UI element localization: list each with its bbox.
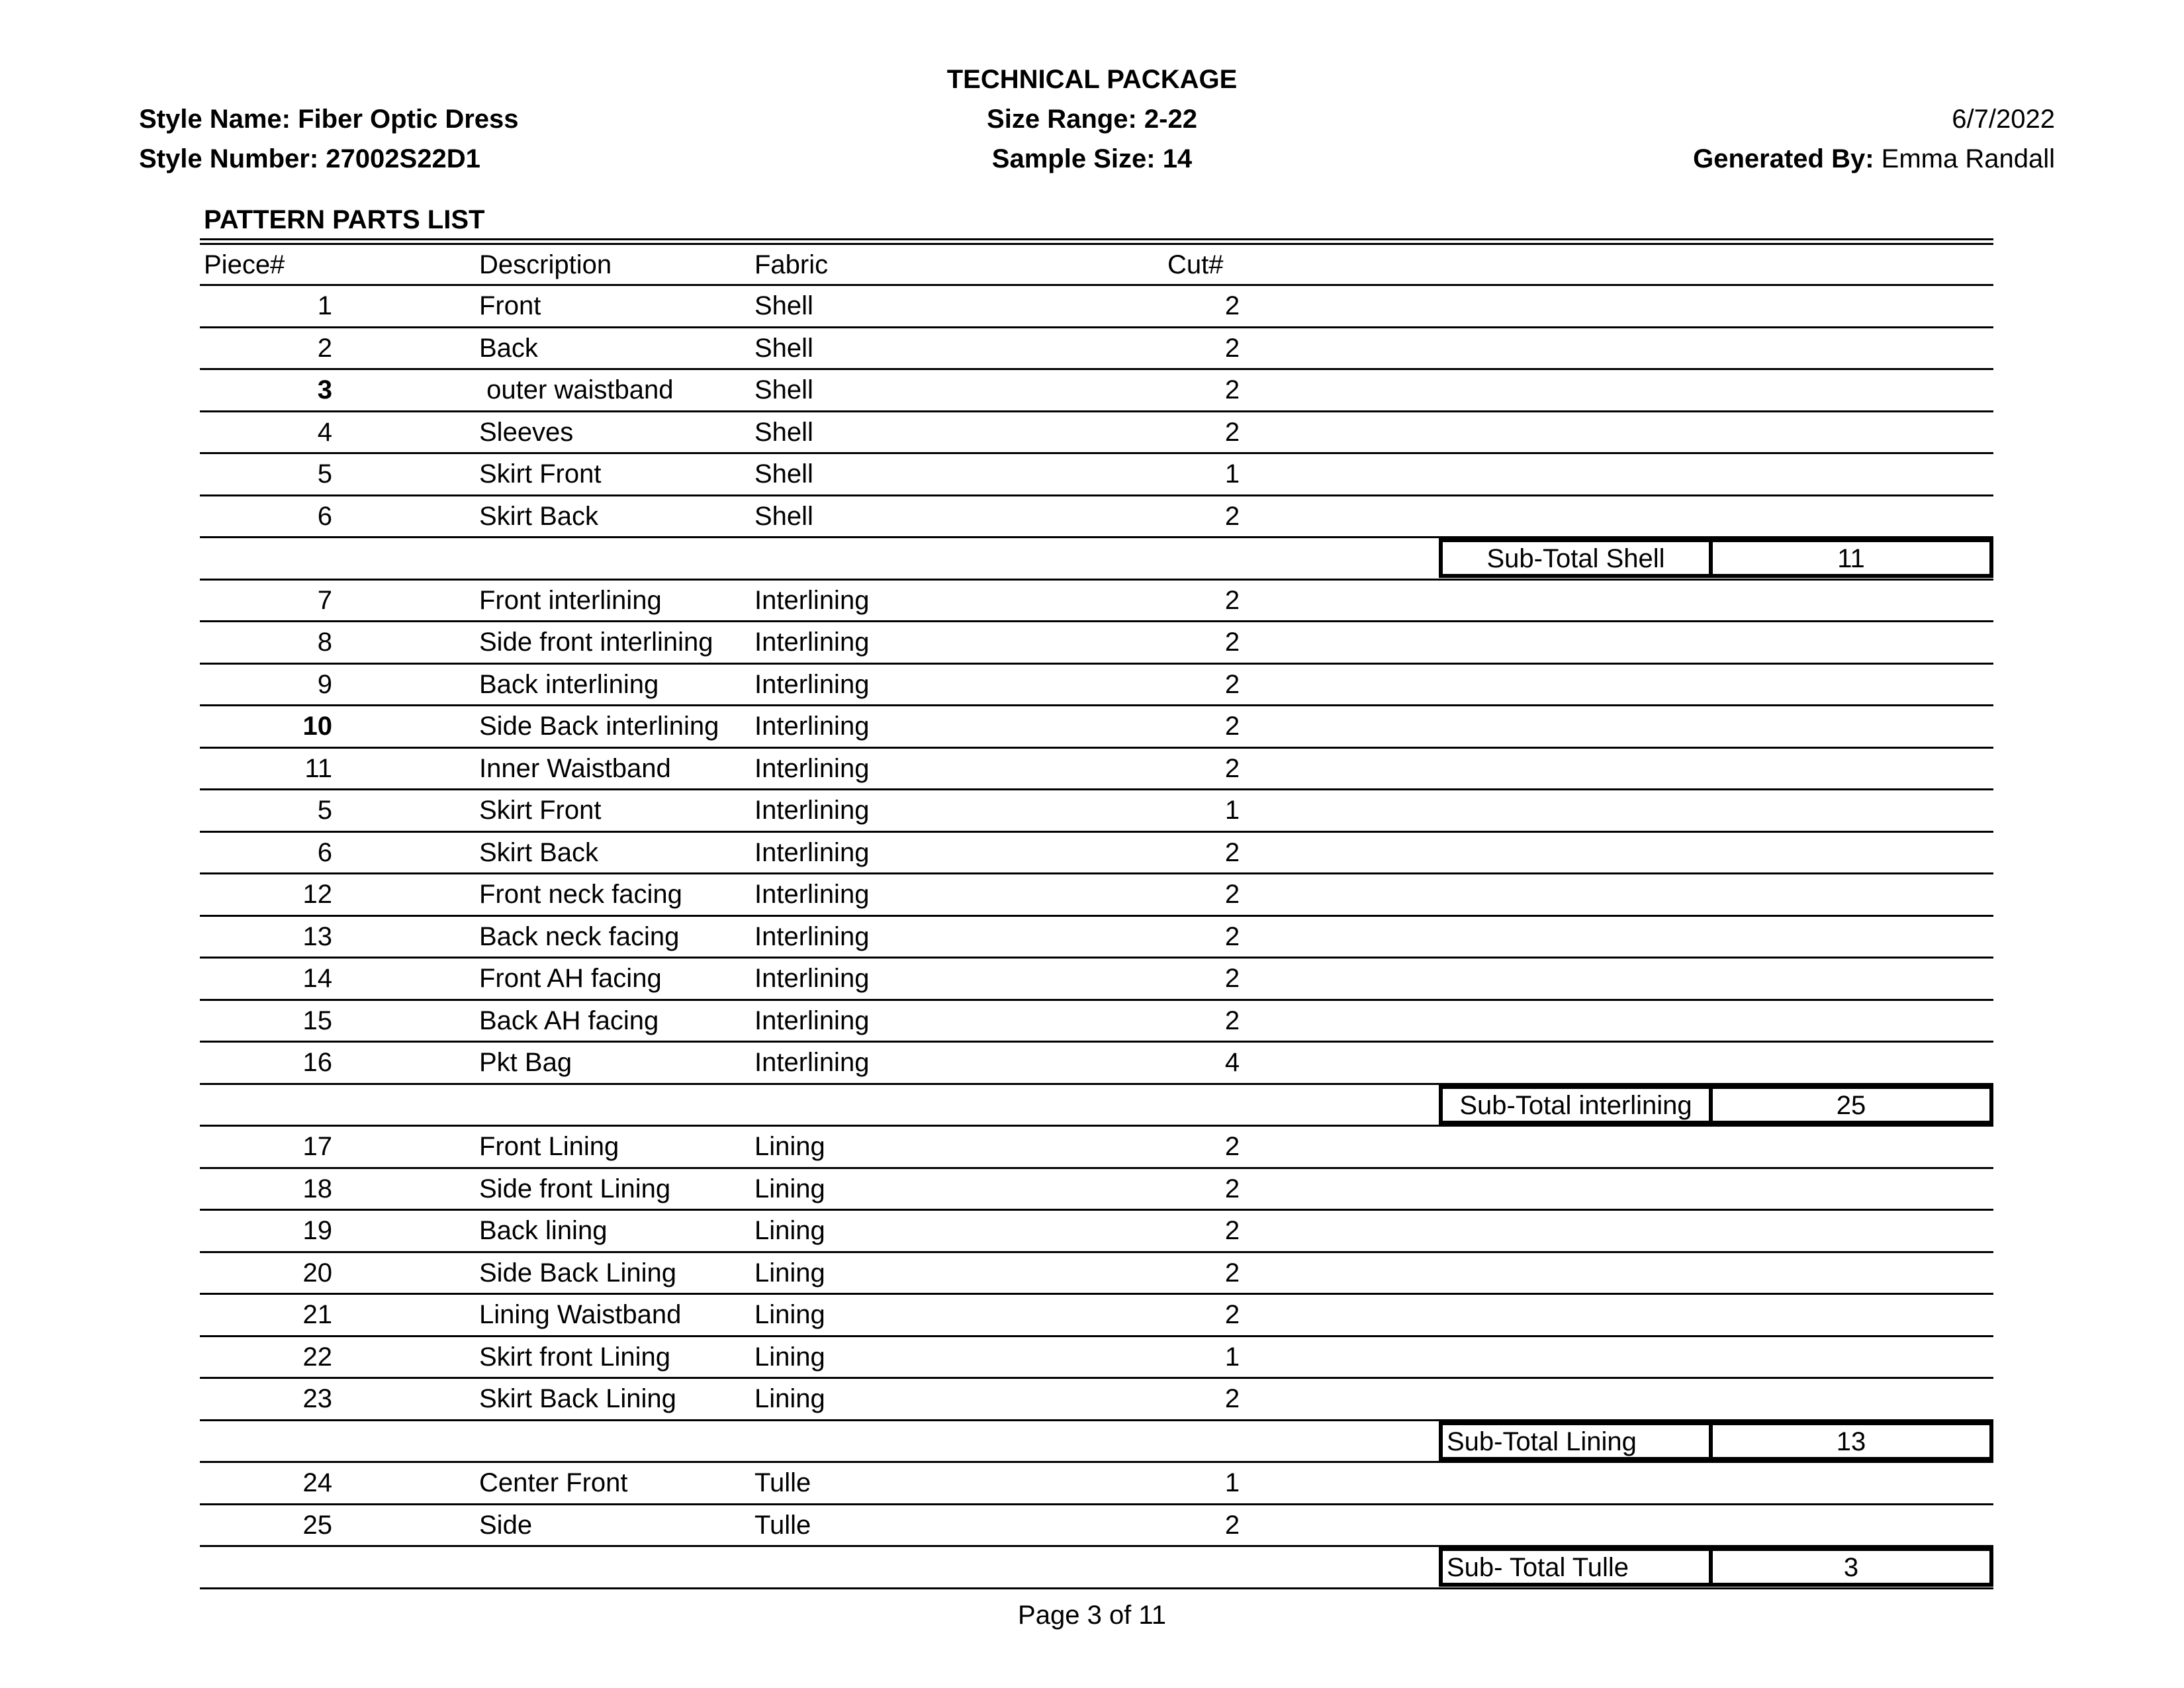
part-description: Side Back Lining [479, 1258, 676, 1288]
fabric-type: Interlining [754, 921, 870, 951]
cut-count: 2 [1224, 964, 1240, 993]
part-description: Back lining [479, 1216, 608, 1245]
cut-count: 2 [1224, 712, 1240, 741]
piece-number: 23 [302, 1384, 332, 1413]
style-info [139, 99, 519, 179]
fabric-type: Lining [754, 1384, 825, 1413]
cut-count: 2 [1224, 1216, 1240, 1245]
table-row [200, 496, 1993, 539]
fabric-type: Interlining [754, 669, 870, 699]
cut-count: 1 [1224, 796, 1240, 825]
cut-count: 2 [1224, 417, 1240, 447]
table-row [200, 1211, 1993, 1253]
fabric-type: Interlining [754, 880, 870, 909]
piece-number: 7 [317, 585, 332, 615]
part-description: Back AH facing [479, 1006, 659, 1035]
sample-size: 14 [1162, 144, 1193, 173]
fabric-type: Interlining [754, 837, 870, 867]
subtotal-value: 11 [1713, 538, 1993, 578]
cut-count: 2 [1224, 921, 1240, 951]
cut-count: 2 [1224, 501, 1240, 531]
part-description: Skirt Front [479, 796, 602, 825]
piece-number: 11 [304, 753, 332, 783]
table-row [200, 665, 1993, 707]
subtotal-row [200, 538, 1993, 581]
fabric-type: Lining [754, 1258, 825, 1288]
table-row [200, 706, 1993, 749]
cut-count: 2 [1224, 837, 1240, 867]
fabric-type: Shell [754, 417, 813, 447]
cut-count: 2 [1224, 1300, 1240, 1329]
table-row [200, 622, 1993, 665]
part-description: Skirt front Lining [479, 1342, 671, 1372]
fabric-type: Shell [754, 501, 813, 531]
subtotal-value: 3 [1713, 1547, 1993, 1587]
page-number: Page 3 of 11 [1018, 1601, 1166, 1630]
part-description: Front Lining [479, 1132, 619, 1161]
piece-number: 17 [302, 1132, 332, 1161]
table-row [200, 1505, 1993, 1548]
part-description: Skirt Front [479, 459, 602, 489]
table-row [200, 1043, 1993, 1085]
style-number: 27002S22D1 [326, 144, 480, 173]
subtotal-label: Sub-Total Lining [1439, 1421, 1713, 1461]
cut-count: 2 [1224, 880, 1240, 909]
cut-count: 2 [1224, 585, 1240, 615]
table-row [200, 1337, 1993, 1380]
fabric-type: Lining [754, 1342, 825, 1372]
part-description: Front interlining [479, 585, 662, 615]
fabric-type: Shell [754, 333, 813, 363]
table-row [200, 1295, 1993, 1337]
table-row [200, 874, 1993, 917]
piece-number: 6 [317, 837, 332, 867]
piece-number: 9 [317, 669, 332, 699]
subtotal-row [200, 1547, 1993, 1589]
fabric-type: Lining [754, 1174, 825, 1203]
piece-number: 1 [317, 291, 332, 320]
size-range: 2-22 [1144, 105, 1197, 134]
table-row [200, 581, 1993, 623]
piece-number: 16 [302, 1048, 332, 1077]
piece-number: 22 [302, 1342, 332, 1372]
cut-count: 2 [1224, 1384, 1240, 1413]
piece-number: 20 [302, 1258, 332, 1288]
piece-number: 19 [302, 1216, 332, 1245]
cut-count: 1 [1224, 1342, 1240, 1372]
fabric-type: Lining [754, 1216, 825, 1245]
piece-number: 12 [302, 880, 332, 909]
table-row [200, 328, 1993, 371]
cut-count: 2 [1224, 1006, 1240, 1035]
fabric-type: Interlining [754, 964, 870, 993]
table-row [200, 790, 1993, 833]
piece-number: 13 [302, 921, 332, 951]
piece-number: 2 [317, 333, 332, 363]
subtotal-value: 25 [1713, 1085, 1993, 1125]
generated-by-line: Generated By: Emma Randall [1693, 144, 2055, 173]
document-date: 6/7/2022 [1952, 105, 2055, 134]
pattern-parts-table [200, 238, 1993, 1589]
fabric-type: Interlining [754, 585, 870, 615]
subtotal-value: 13 [1713, 1421, 1993, 1461]
part-description: Back interlining [479, 669, 659, 699]
piece-number: 8 [317, 628, 332, 657]
fabric-type: Shell [754, 459, 813, 489]
fabric-type: Shell [754, 375, 813, 404]
subtotal-row [200, 1085, 1993, 1127]
part-description: Side front interlining [479, 628, 713, 657]
cut-count: 2 [1224, 628, 1240, 657]
piece-number: 10 [302, 712, 332, 741]
part-description: Side front Lining [479, 1174, 671, 1203]
fabric-type: Lining [754, 1132, 825, 1161]
column-header-piece: Piece# [204, 250, 285, 279]
cut-count: 2 [1224, 669, 1240, 699]
part-description: Front AH facing [479, 964, 662, 993]
table-row [200, 370, 1993, 412]
column-header-fabric: Fabric [754, 250, 829, 279]
generated-by: Emma Randall [1881, 144, 2055, 173]
cut-count: 1 [1224, 459, 1240, 489]
table-row [200, 1379, 1993, 1421]
size-range-line: Size Range: 2-22 [987, 105, 1197, 134]
style-number-line: Style Number: 27002S22D1 [139, 144, 480, 173]
piece-number: 5 [317, 459, 332, 489]
table-body [200, 286, 1993, 1589]
table-row [200, 454, 1993, 496]
subtotal-label: Sub-Total Shell [1439, 538, 1713, 578]
table-row [200, 1169, 1993, 1211]
cut-count: 2 [1224, 1258, 1240, 1288]
part-description: Skirt Back [479, 837, 599, 867]
piece-number: 6 [317, 501, 332, 531]
table-header-row [200, 245, 1993, 286]
fabric-type: Shell [754, 291, 813, 320]
table-row [200, 1253, 1993, 1295]
piece-number: 18 [302, 1174, 332, 1203]
subtotal-row [200, 1421, 1993, 1464]
cut-count: 2 [1224, 291, 1240, 320]
table-row [200, 286, 1993, 328]
cut-count: 2 [1224, 1132, 1240, 1161]
part-description: outer waistband [479, 375, 674, 404]
table-row [200, 1001, 1993, 1043]
part-description: Front [479, 291, 541, 320]
double-rule-divider [200, 238, 1993, 245]
part-description: Back [479, 333, 538, 363]
part-description: Back neck facing [479, 921, 680, 951]
part-description: Side Back interlining [479, 712, 719, 741]
part-description: Pkt Bag [479, 1048, 572, 1077]
part-description: Inner Waistband [479, 753, 671, 783]
column-header-cut: Cut# [1167, 250, 1224, 279]
fabric-type: Interlining [754, 796, 870, 825]
column-header-description: Description [479, 250, 612, 279]
cut-count: 2 [1224, 1510, 1240, 1540]
subtotal-label: Sub-Total interlining [1439, 1085, 1713, 1125]
table-row [200, 1463, 1993, 1505]
fabric-type: Interlining [754, 1006, 870, 1035]
part-description: Skirt Back Lining [479, 1384, 676, 1413]
cut-count: 4 [1224, 1048, 1240, 1077]
part-description: Skirt Back [479, 501, 599, 531]
part-description: Sleeves [479, 417, 574, 447]
part-description: Lining Waistband [479, 1300, 682, 1329]
fabric-type: Tulle [754, 1510, 811, 1540]
piece-number: 24 [302, 1468, 332, 1497]
table-row [200, 1127, 1993, 1169]
cut-count: 2 [1224, 333, 1240, 363]
piece-number: 25 [302, 1510, 332, 1540]
part-description: Front neck facing [479, 880, 682, 909]
section-title: PATTERN PARTS LIST [204, 205, 485, 234]
table-row [200, 749, 1993, 791]
fabric-type: Interlining [754, 753, 870, 783]
table-row [200, 917, 1993, 959]
sample-size-line: Sample Size: 14 [991, 144, 1193, 173]
part-description: Center Front [479, 1468, 628, 1497]
piece-number: 3 [317, 375, 332, 404]
cut-count: 2 [1224, 375, 1240, 404]
subtotal-label: Sub- Total Tulle [1439, 1547, 1713, 1587]
table-row [200, 833, 1993, 875]
table-row [200, 959, 1993, 1001]
generation-info [1693, 99, 2055, 179]
cut-count: 1 [1224, 1468, 1240, 1497]
part-description: Side [479, 1510, 533, 1540]
cut-count: 2 [1224, 1174, 1240, 1203]
piece-number: 5 [317, 796, 332, 825]
fabric-type: Interlining [754, 628, 870, 657]
fabric-type: Interlining [754, 1048, 870, 1077]
piece-number: 21 [302, 1300, 332, 1329]
fabric-type: Tulle [754, 1468, 811, 1497]
piece-number: 14 [302, 964, 332, 993]
style-name: Fiber Optic Dress [298, 105, 519, 134]
document-title: TECHNICAL PACKAGE [946, 65, 1238, 94]
package-info [774, 60, 1410, 179]
table-row [200, 412, 1993, 455]
fabric-type: Lining [754, 1300, 825, 1329]
style-name-line: Style Name: Fiber Optic Dress [139, 105, 519, 134]
fabric-type: Interlining [754, 712, 870, 741]
piece-number: 4 [317, 417, 332, 447]
cut-count: 2 [1224, 753, 1240, 783]
piece-number: 15 [302, 1006, 332, 1035]
